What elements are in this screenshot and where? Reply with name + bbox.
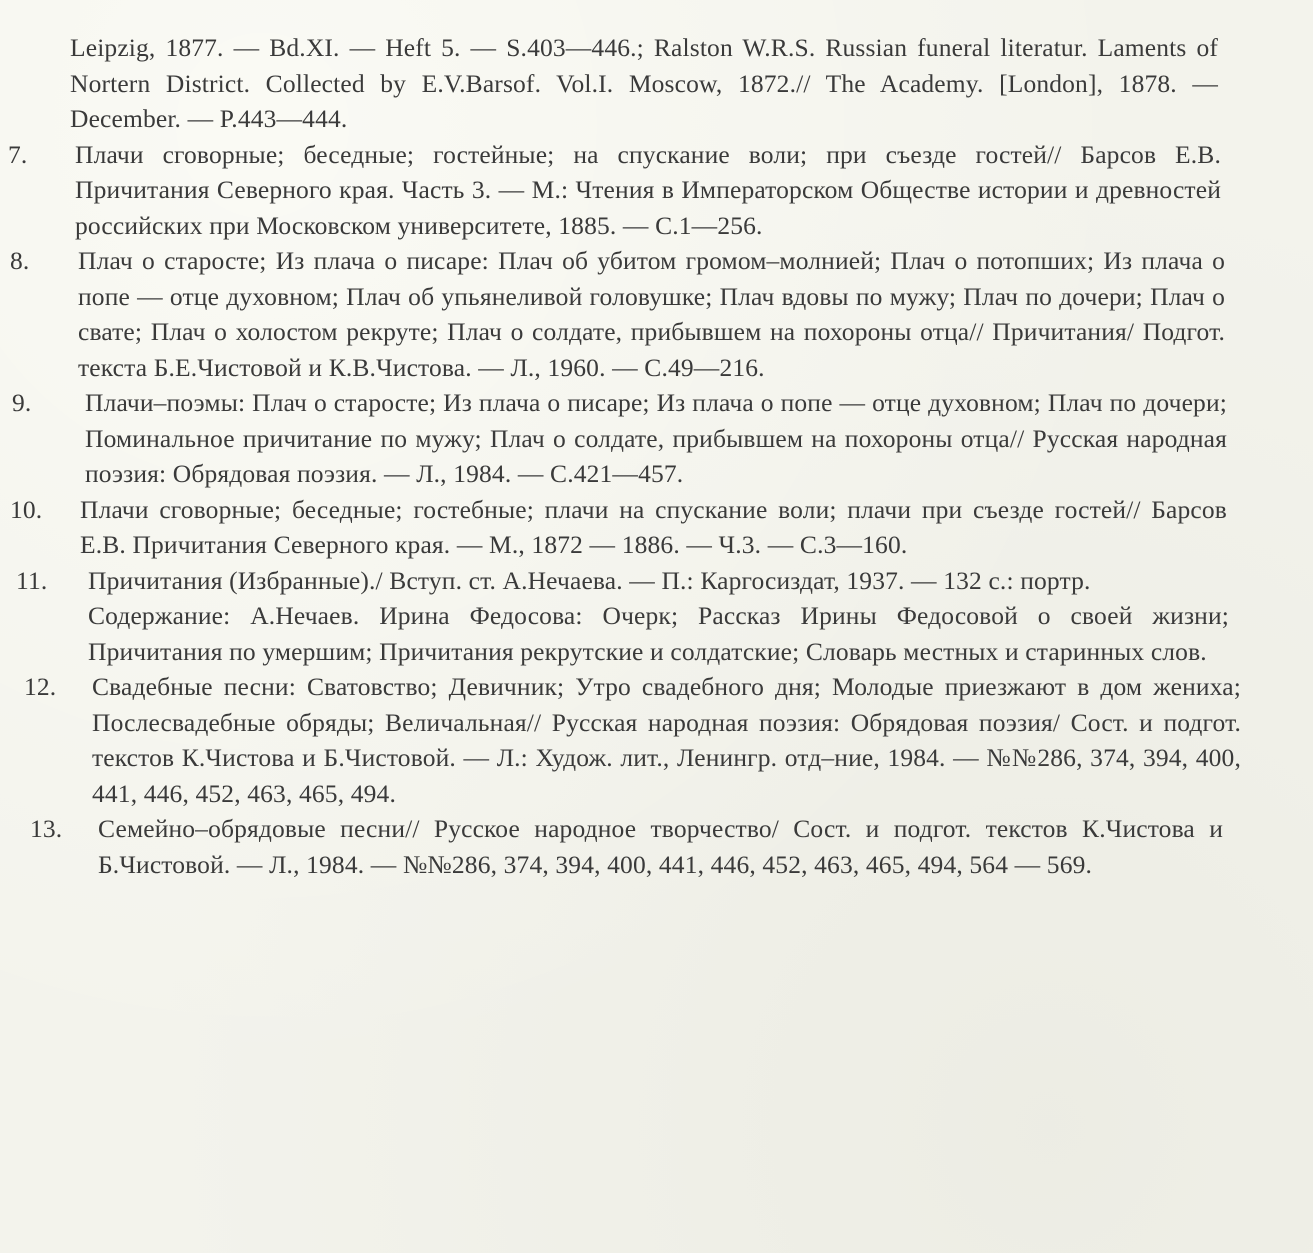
- entry-13: [0, 811, 1313, 882]
- entry-9: [0, 385, 1313, 492]
- entry-12: [0, 669, 1313, 811]
- entry-text: Плачи–поэмы: Плач о старосте; Из плача о писаре; Из плача о попе — отце духовном; Плач по дочери; Поминальное причитание по мужу; Плач о солдате, прибывшем на похороны отца// Русская народная поэзия: Обрядовая поэзия. — Л., 1984. — С.421—457.: [85, 388, 1227, 488]
- entry-7: [0, 137, 1313, 244]
- entry-number: 10.: [10, 494, 43, 524]
- entry-10: [0, 492, 1313, 563]
- entry-text: Причитания (Избранные)./ Вступ. ст. А.Нечаева. — П.: Каргосиздат, 1937. — 132 с.: портр.: [88, 565, 1091, 595]
- entry-number: 12.: [24, 672, 57, 701]
- entry-text: Плачи сговорные; беседные; гостейные; на спускание воли; при съезде гостей// Барсов Е.В. Причитания Северного края. Часть 3. — М.: Чтения в Императорском Обществе истории и древностей российских при Московском университете, 1885. — С.1—256.: [75, 139, 1221, 240]
- entry-11: [0, 563, 1313, 670]
- entry-number: 9.: [12, 388, 32, 417]
- entry-text: Семейно–обрядовые песни// Русское народное творчество/ Сост. и подгот. текстов К.Чистова и Б.Чистовой. — Л., 1984. — №№286, 374, 394, 400, 441, 446, 452, 463, 465, 494, 564 — 569.: [98, 814, 1223, 879]
- entry-number: 8.: [10, 246, 30, 275]
- entry-text: Свадебные песни: Сватовство; Девичник; Утро свадебного дня; Молодые приезжают в дом жениха; Послесвадебные обряды; Величальная// Русская народная поэзия: Обрядовая поэзия/ Сост. и подгот. текстов К.Чистова и Б.Чистовой. — Л.: Худож. лит., Ленингр. отд–ние, 1984. — №№286, 374, 394, 400, 441, 446, 452, 463, 465, 494.: [92, 672, 1241, 808]
- entry-number: 13.: [30, 814, 63, 843]
- bibliography-text: [0, 30, 1313, 882]
- entry-number: 11.: [16, 565, 48, 595]
- entry-contents: Содержание: А.Нечаев. Ирина Федосова: Очерк; Рассказ Ирины Федосовой о своей жизни; Причитания по умершим; Причитания рекрутские и солдатские; Словарь местных и старинных слов.: [88, 601, 1229, 666]
- entry-8: [0, 243, 1313, 385]
- entry-text: Плач о старосте; Из плача о писаре: Плач об убитом громом–молнией; Плач о потопших; Из плача о попе — отце духовном; Плач об упьянеливой головушке; Плач вдовы по мужу; Плач по дочери; Плач о свате; Плач о холостом рекруте; Плач о солдате, прибывшем на похороны отца// Причитания/ Подгот. текста Б.Е.Чистовой и К.В.Чистова. — Л., 1960. — С.49—216.: [78, 246, 1225, 382]
- entry-text: Плачи сговорные; беседные; гостебные; плачи на спускание воли; плачи при съезде гостей// Барсов Е.В. Причитания Северного края. — М., 1872 — 1886. — Ч.3. — С.3—160.: [80, 494, 1227, 559]
- entry-continuation: [0, 30, 1313, 137]
- entry-continuation-text: Leipzig, 1877. — Bd.XI. — Heft 5. — S.403—446.; Ralston W.R.S. Russian funeral literatur. Laments of Nortern District. Collected by E.V.Barsof. Vol.I. Moscow, 1872.// The Academy. [London], 1878. — December. — P.443—444.: [70, 33, 1218, 133]
- entry-number: 7.: [8, 139, 28, 169]
